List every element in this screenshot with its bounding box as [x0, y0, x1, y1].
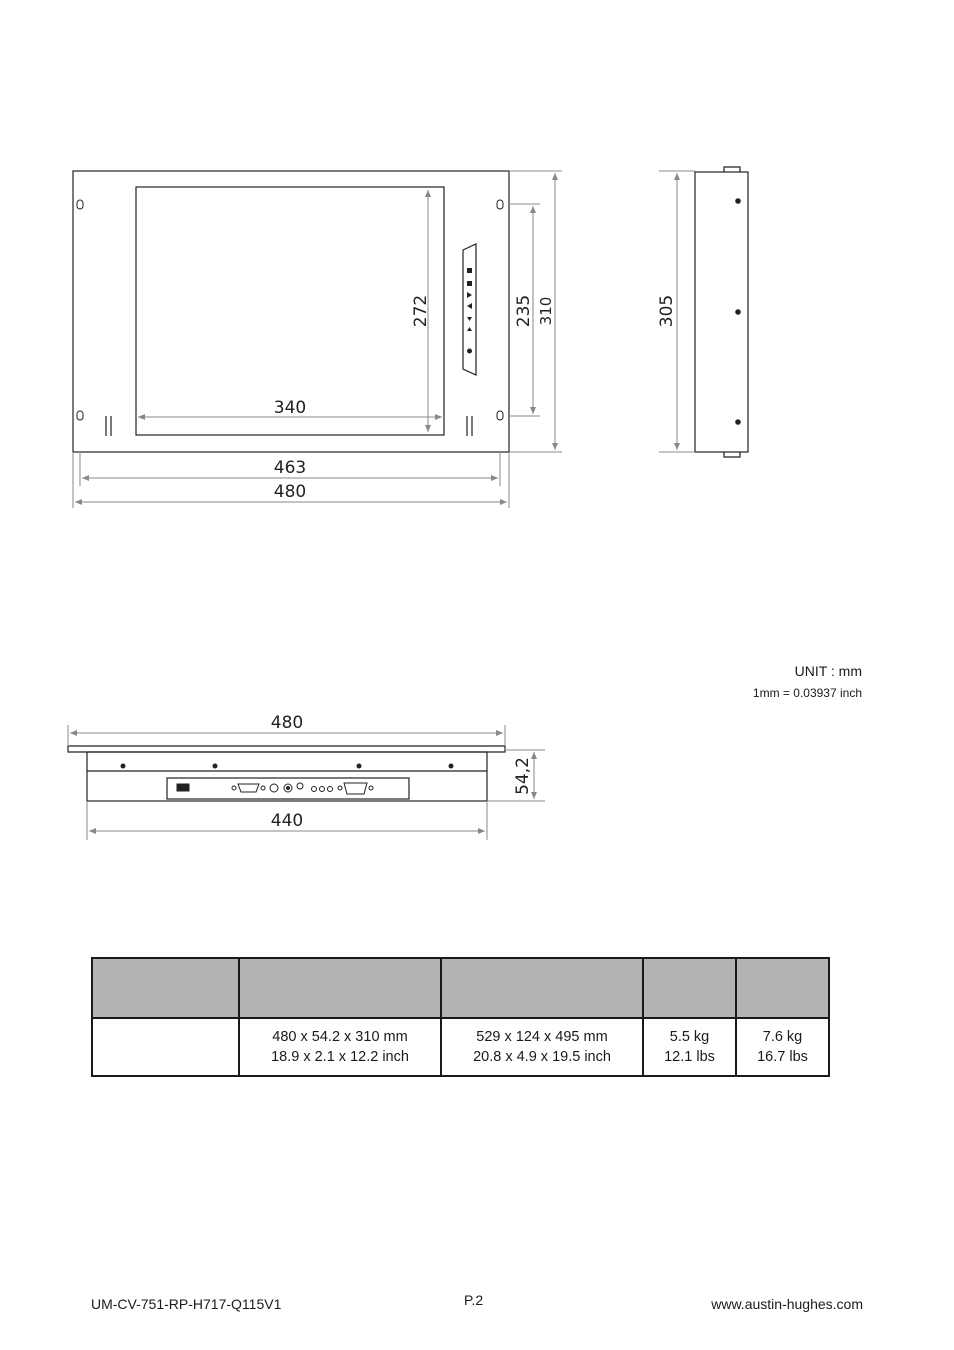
footer-page-number: P.2: [464, 1292, 484, 1308]
dim-outer-width: 480: [273, 482, 307, 502]
net-weight-kg: 5.5 kg: [669, 1029, 710, 1045]
dim-rear-outer-width: 480: [270, 713, 304, 733]
package-dims-cell: [441, 1018, 643, 1076]
product-dims-mm: 480 x 54.2 x 310 mm: [272, 1029, 408, 1045]
front-view-drawing: [0, 0, 620, 520]
dim-rear-body-width: 440: [270, 811, 304, 831]
spec-table-header: [92, 958, 829, 1018]
net-weight-cell: [643, 1018, 736, 1076]
net-weight-lbs: 12.1 lbs: [664, 1049, 715, 1065]
footer-website: www.austin-hughes.com: [711, 1296, 863, 1312]
dim-outer-height: 310: [537, 296, 555, 326]
header-cell: [441, 958, 643, 1018]
rack-slot-marks: [106, 416, 472, 436]
dim-screen-height: 272: [411, 294, 431, 328]
package-dims-mm: 529 x 124 x 495 mm: [476, 1029, 608, 1045]
rear-screws: [121, 764, 454, 769]
gross-weight-cell: [736, 1018, 829, 1076]
model-cell: [92, 1018, 239, 1076]
unit-conversion: 1mm = 0.03937 inch: [752, 686, 862, 700]
rear-chassis: [87, 752, 487, 801]
gross-weight-lbs: 16.7 lbs: [757, 1049, 808, 1065]
io-ports: [177, 783, 373, 794]
dim-hole-spacing: 235: [514, 294, 534, 328]
dim-screen-width: 340: [273, 398, 307, 418]
dim-hole-width: 463: [273, 458, 307, 478]
side-screws: [735, 198, 741, 425]
rear-view-drawing: [50, 700, 570, 850]
header-cell: [643, 958, 736, 1018]
spec-table: [91, 957, 830, 1077]
side-view-drawing: [640, 150, 780, 480]
mounting-holes: [77, 200, 503, 420]
osd-keypad: [463, 244, 476, 375]
package-dims-in: 20.8 x 4.9 x 19.5 inch: [473, 1049, 611, 1065]
footer-doc-id: UM-CV-751-RP-H717-Q115V1: [91, 1296, 282, 1312]
product-dims-cell: [239, 1018, 441, 1076]
header-cell: [92, 958, 239, 1018]
rack-flange: [68, 746, 505, 752]
gross-weight-kg: 7.6 kg: [762, 1029, 803, 1045]
product-dims-in: 18.9 x 2.1 x 12.2 inch: [271, 1049, 409, 1065]
header-cell: [736, 958, 829, 1018]
unit-label: UNIT : mm: [794, 663, 862, 679]
dim-rear-height: 54,2: [513, 757, 533, 795]
header-cell: [239, 958, 441, 1018]
dim-depth: 305: [657, 294, 677, 328]
table-row: [92, 1018, 829, 1076]
